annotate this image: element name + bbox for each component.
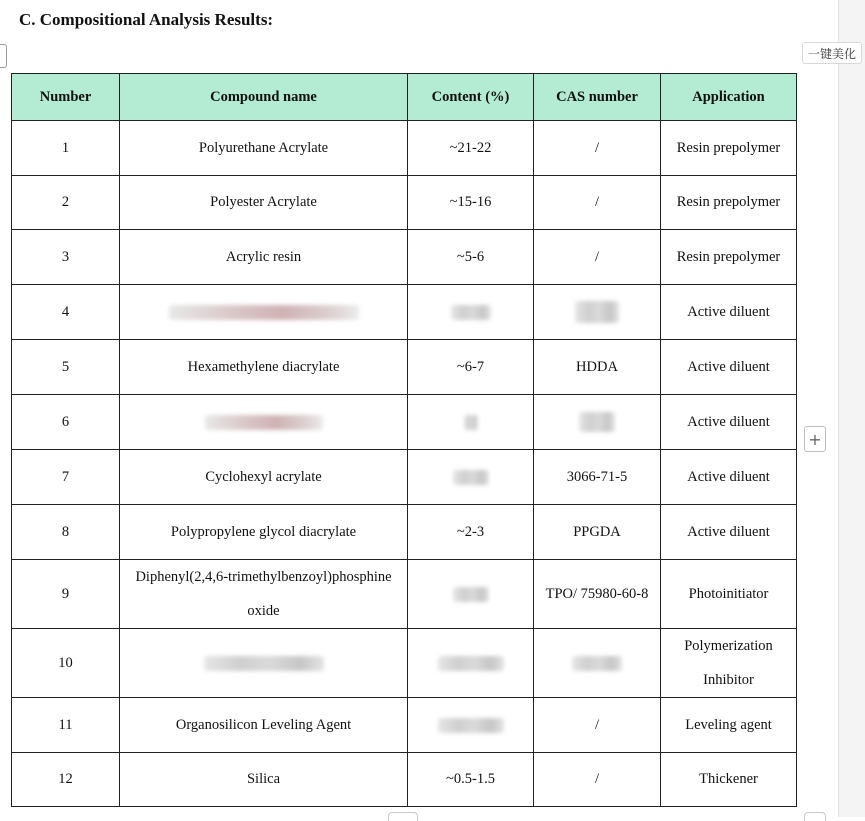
cell-cas: 3066-71-5 (534, 450, 661, 505)
cell-content-redacted (408, 560, 534, 629)
header-compound-name: Compound name (120, 74, 408, 121)
cell-compound-name: Cyclohexyl acrylate (120, 450, 408, 505)
header-content: Content (%) (408, 74, 534, 121)
cell-number: 4 (12, 285, 120, 340)
cell-application: Active diluent (661, 395, 797, 450)
cell-cas: TPO/ 75980-60-8 (534, 560, 661, 629)
cell-compound-name: Hexamethylene diacrylate (120, 340, 408, 395)
cell-number: 5 (12, 340, 120, 395)
redacted-block (205, 415, 323, 430)
left-margin-handle[interactable] (0, 44, 7, 68)
redacted-block (575, 301, 619, 323)
cell-compound-name-redacted (120, 395, 408, 450)
cell-cas: / (534, 176, 661, 230)
redacted-block (453, 470, 489, 485)
header-application: Application (661, 74, 797, 121)
cell-content: ~21-22 (408, 121, 534, 176)
table-row (12, 753, 797, 807)
redacted-block (451, 305, 491, 320)
compound-name-text: Polyurethane Acrylate (198, 139, 329, 156)
cell-content-redacted (408, 395, 534, 450)
cell-application: Thickener (661, 753, 797, 807)
cell-content: ~2-3 (408, 505, 534, 560)
table-row (12, 450, 797, 505)
cell-number: 2 (12, 176, 120, 230)
composition-table (11, 73, 797, 807)
cell-number: 8 (12, 505, 120, 560)
cell-cas-redacted (534, 395, 661, 450)
cell-application: Active diluent (661, 285, 797, 340)
right-scroll-gutter[interactable] (838, 0, 865, 817)
cell-number: 11 (12, 698, 120, 753)
cell-number: 10 (12, 629, 120, 698)
redacted-block (438, 718, 504, 733)
cell-cas-redacted (534, 285, 661, 340)
cell-number: 3 (12, 230, 120, 285)
cell-compound-name: Silica (120, 753, 408, 807)
cell-application: Resin prepolymer (661, 230, 797, 285)
redacted-block (464, 415, 478, 430)
table-row (12, 121, 797, 176)
cell-compound-name (120, 121, 408, 176)
section-heading: C. Compositional Analysis Results: (19, 10, 274, 29)
cell-application: Active diluent (661, 505, 797, 560)
cell-content-redacted (408, 698, 534, 753)
redacted-block (204, 656, 324, 671)
table-row (12, 230, 797, 285)
header-cas-number: CAS number (534, 74, 661, 121)
redacted-block (579, 412, 615, 432)
cell-cas: PPGDA (534, 505, 661, 560)
cell-content: ~15-16 (408, 176, 534, 230)
redacted-block (572, 656, 622, 671)
table-row (12, 176, 797, 230)
cell-application: Polymerization Inhibitor (661, 629, 797, 698)
cell-cas: / (534, 753, 661, 807)
cell-number: 12 (12, 753, 120, 807)
cell-application: Active diluent (661, 450, 797, 505)
cell-compound-name: Polypropylene glycol diacrylate (120, 505, 408, 560)
cell-application: Resin prepolymer (661, 121, 797, 176)
redacted-block (453, 587, 489, 602)
table-row (12, 340, 797, 395)
cell-cas-redacted (534, 629, 661, 698)
cell-compound-name-redacted (120, 285, 408, 340)
cell-compound-name-redacted (120, 629, 408, 698)
cell-content-redacted (408, 285, 534, 340)
cell-cas: HDDA (534, 340, 661, 395)
cell-cas: / (534, 698, 661, 753)
cell-content-redacted (408, 629, 534, 698)
cell-application: Active diluent (661, 340, 797, 395)
table-row (12, 505, 797, 560)
cell-content: ~5-6 (408, 230, 534, 285)
table-row (12, 395, 797, 450)
table-row (12, 629, 797, 698)
table-row (12, 560, 797, 629)
add-row-button[interactable]: + (804, 426, 826, 452)
cell-content-redacted (408, 450, 534, 505)
cell-number: 6 (12, 395, 120, 450)
cell-number: 1 (12, 121, 120, 176)
header-number: Number (12, 74, 120, 121)
redacted-block (169, 305, 359, 320)
table-row (12, 285, 797, 340)
cell-cas: / (534, 230, 661, 285)
cell-content: ~6-7 (408, 340, 534, 395)
cell-cas: / (534, 121, 661, 176)
beautify-button[interactable]: 一键美化 (802, 42, 862, 64)
cell-compound-name: Polyester Acrylate (120, 176, 408, 230)
cell-application: Photoinitiator (661, 560, 797, 629)
cell-compound-name: Acrylic resin (120, 230, 408, 285)
cell-number: 9 (12, 560, 120, 629)
cell-compound-name: Organosilicon Leveling Agent (120, 698, 408, 753)
redacted-block (438, 656, 504, 671)
table-header-row (12, 74, 797, 121)
cell-compound-name: Diphenyl(2,4,6-trimethylbenzoyl)phosphine oxide (120, 560, 408, 629)
cell-content: ~0.5-1.5 (408, 753, 534, 807)
cell-application: Leveling agent (661, 698, 797, 753)
cell-number: 7 (12, 450, 120, 505)
table-row (12, 698, 797, 753)
cell-application: Resin prepolymer (661, 176, 797, 230)
